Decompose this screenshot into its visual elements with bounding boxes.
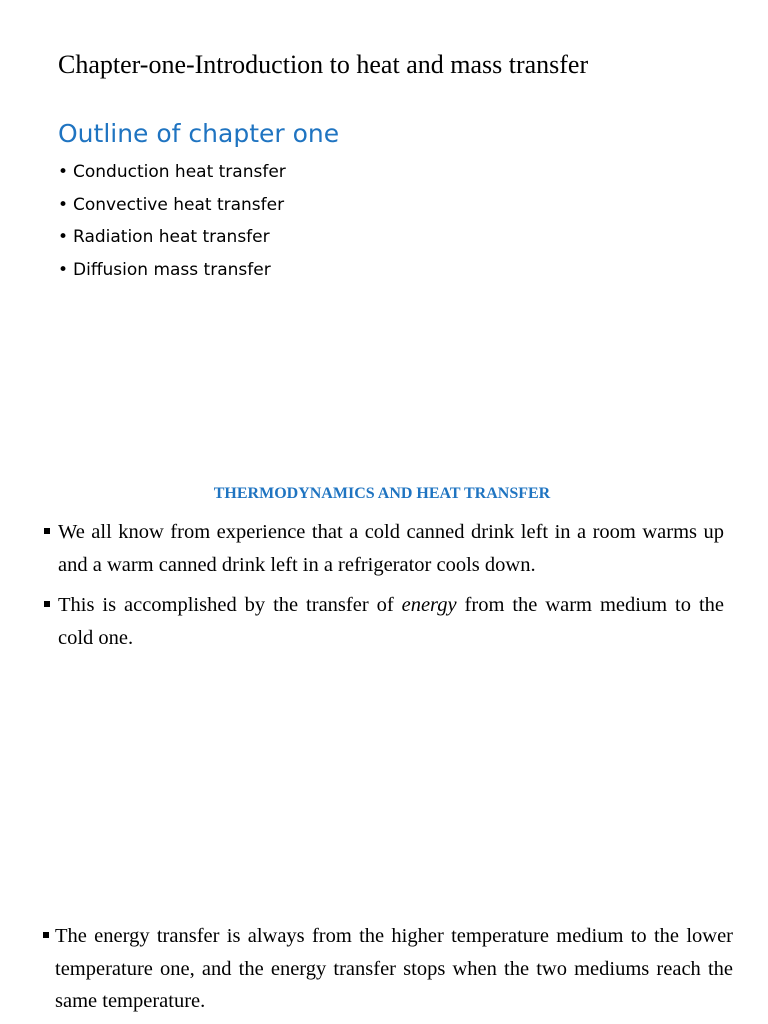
section-heading: THERMODYNAMICS AND HEAT TRANSFER (213, 485, 551, 502)
paragraph-canned-drink (58, 516, 724, 581)
bullet-icon: • (58, 194, 69, 215)
square-bullet-icon (44, 528, 50, 534)
square-bullet-icon (43, 932, 49, 938)
outline-heading: Outline of chapter one (58, 119, 340, 148)
outline-item-label: Conduction heat transfer (73, 162, 286, 182)
outline-list (58, 158, 286, 288)
bullet-icon: • (58, 227, 69, 247)
emphasis-energy: energy (401, 594, 457, 616)
outline-item (58, 223, 286, 256)
paragraph-text: The energy transfer is always from the higher temperature medium to the lower temperature one, and the energy transfer stops when the two mediums reach the same temperature. (55, 925, 733, 1012)
outline-item-label: Convective heat transfer (73, 194, 285, 215)
outline-item (58, 158, 286, 191)
outline-item (58, 191, 286, 224)
paragraph-text: We all know from experience that a cold canned drink left in a room warms up and a warm canned drink left in a refrigerator cools down. (58, 521, 724, 576)
outline-item (58, 256, 286, 289)
paragraph-energy-transfer (58, 589, 724, 654)
outline-item-label: Diffusion mass transfer (73, 259, 271, 280)
chapter-title: Chapter-one-Introduction to heat and mass transfer (58, 50, 589, 79)
paragraph-text-end: from the warm medium to the cold one. (58, 594, 724, 649)
bullet-icon: • (58, 162, 69, 182)
bullet-icon: • (58, 259, 69, 280)
paragraph-temperature-direction (55, 920, 733, 1018)
square-bullet-icon (44, 601, 50, 607)
outline-item-label: Radiation heat transfer (73, 227, 270, 247)
paragraph-text-start: This is accomplished by the transfer of (58, 594, 402, 616)
